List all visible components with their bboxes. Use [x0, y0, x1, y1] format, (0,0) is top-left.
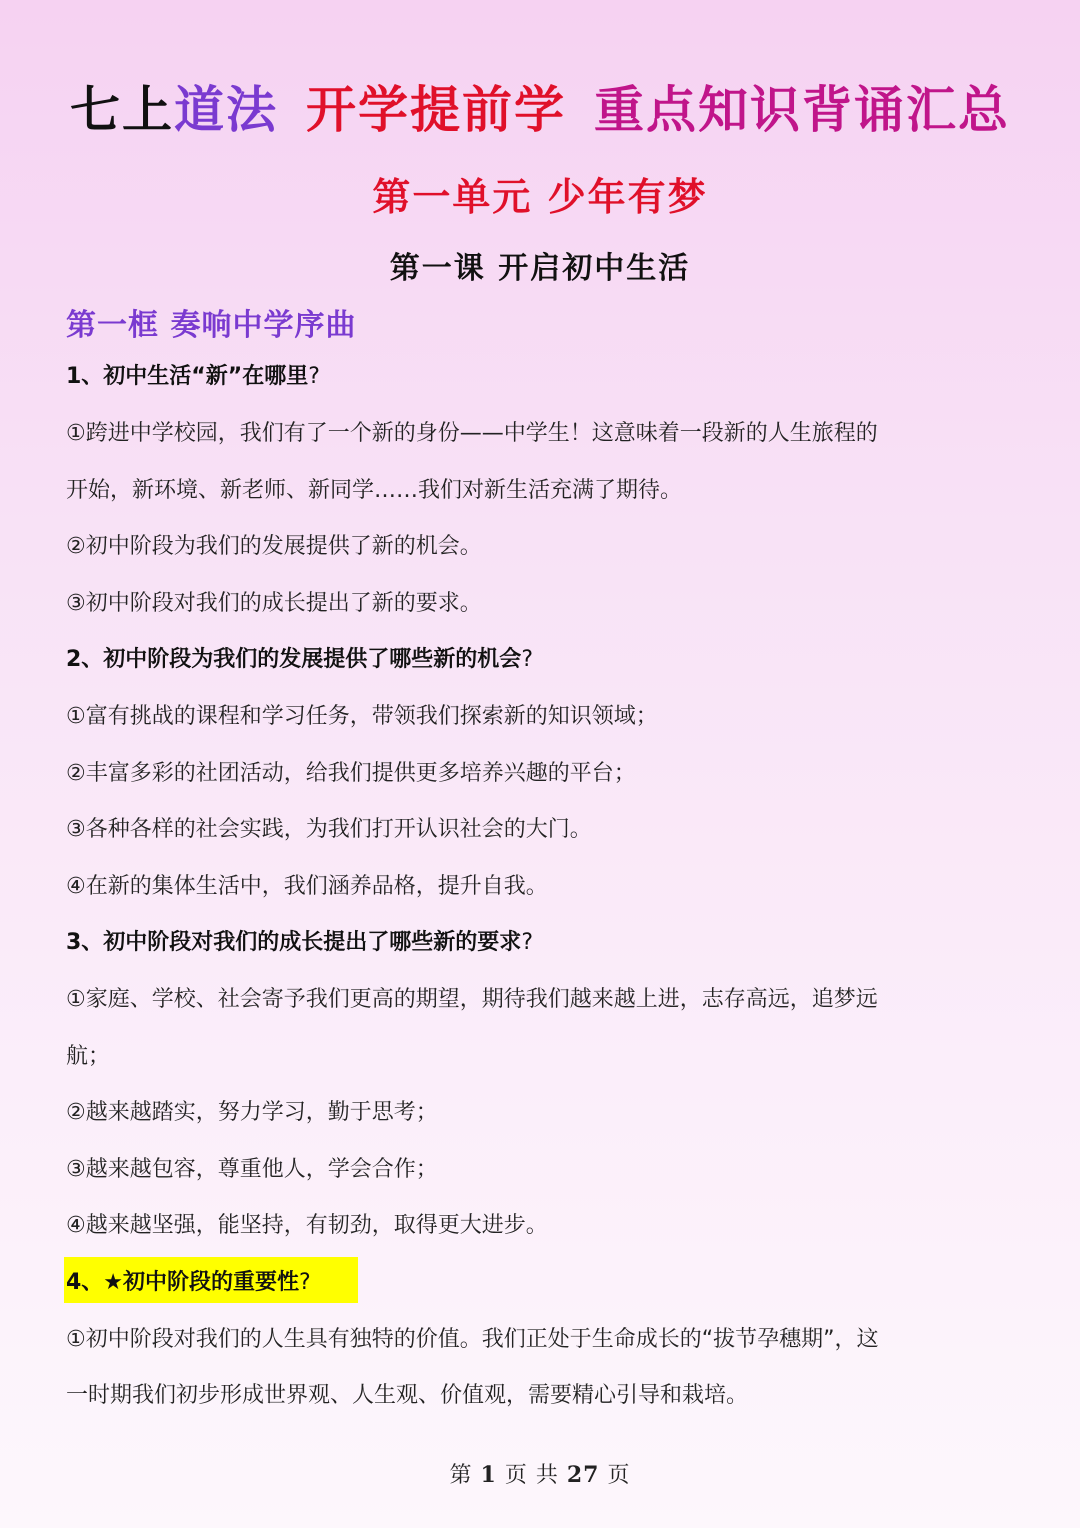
frame-heading: 第一框 奏响中学序曲	[66, 308, 357, 343]
footer-label-end: 页	[607, 1463, 631, 1488]
list-item: ④越来越坚强，能坚持，有韧劲，取得更大进步。	[66, 1213, 548, 1238]
total-pages: 27	[566, 1462, 600, 1488]
list-item: ③初中阶段对我们的成长提出了新的要求。	[66, 591, 482, 616]
list-item: 一时期我们初步形成世界观、人生观、价值观，需要精心引导和栽培。	[66, 1383, 749, 1408]
lesson-heading: 第一课 开启初中生活	[389, 251, 691, 286]
list-item: ②越来越踏实，努力学习，勤于思考；	[66, 1100, 438, 1125]
list-item: 航；	[66, 1044, 111, 1069]
unit-heading: 第一单元 少年有梦	[372, 175, 708, 219]
title-part-preview: 开学提前学	[306, 81, 566, 139]
question-4-title: 4、★初中阶段的重要性?	[66, 1270, 311, 1295]
page-number: 1	[480, 1462, 497, 1488]
footer-label-mid: 页 共	[504, 1463, 559, 1488]
list-item: ①跨进中学校园，我们有了一个新的身份——中学生！这意味着一段新的人生旅程的	[66, 421, 878, 446]
page-footer	[0, 1458, 1080, 1489]
title-part-grade: 七上	[70, 81, 174, 139]
footer-label-page: 第	[449, 1463, 473, 1488]
list-item: ①家庭、学校、社会寄予我们更高的期望，期待我们越来越上进，志存高远，追梦远	[66, 987, 878, 1012]
list-item: ④在新的集体生活中，我们涵养品格，提升自我。	[66, 874, 548, 899]
list-item: 开始，新环境、新老师、新同学……我们对新生活充满了期待。	[66, 478, 683, 503]
list-item: ③各种各样的社会实践，为我们打开认识社会的大门。	[66, 817, 592, 842]
question-3-title: 3、初中阶段对我们的成长提出了哪些新的要求?	[66, 930, 533, 955]
list-item: ①初中阶段对我们的人生具有独特的价值。我们正处于生命成长的“拔节孕穗期”，这	[66, 1327, 879, 1352]
title-part-summary: 重点知识背诵汇总	[594, 81, 1010, 139]
list-item: ③越来越包容，尊重他人，学会合作；	[66, 1157, 438, 1182]
question-2-title: 2、初中阶段为我们的发展提供了哪些新的机会?	[66, 647, 533, 672]
page-title	[0, 70, 1080, 142]
question-1-title: 1、初中生活“新”在哪里?	[66, 364, 320, 389]
list-item: ②初中阶段为我们的发展提供了新的机会。	[66, 534, 482, 559]
list-item: ②丰富多彩的社团活动，给我们提供更多培养兴趣的平台；	[66, 761, 636, 786]
list-item: ①富有挑战的课程和学习任务，带领我们探索新的知识领域；	[66, 704, 658, 729]
title-part-subject: 道法	[174, 81, 278, 139]
